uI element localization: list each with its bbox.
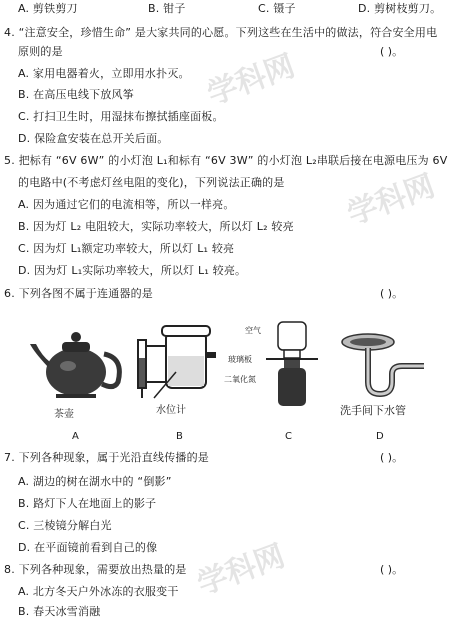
q7-stem: 7. 下列各种现象，属于光沿直线传播的是: [4, 451, 209, 464]
watermark: 学科网: [202, 48, 300, 113]
q3-option-a: A. 剪铁剪刀: [18, 2, 78, 15]
q4-option-a: A. 家用电器着火，立即用水扑灭。: [18, 67, 190, 80]
q5-option-d: D. 因为灯 L₁实际功率较大，所以灯 L₁ 较亮。: [18, 264, 247, 277]
watermark: 学科网: [192, 538, 290, 603]
drain-pipe-figure: [340, 332, 430, 402]
q4-option-b: B. 在高压电线下放风筝: [18, 88, 134, 101]
teapot-caption: 茶壶: [54, 409, 74, 420]
q3-option-b: B. 钳子: [148, 2, 186, 15]
teapot-figure: [28, 322, 128, 402]
q6-stem: 6. 下列各图不属于连通器的是: [4, 287, 153, 300]
q8-stem: 8. 下列各种现象，需要放出热量的是: [4, 563, 187, 576]
gas-jars-figure: [256, 318, 326, 414]
watermark: 学科网: [342, 168, 440, 233]
q8-option-a: A. 北方冬天户外冰冻的衣服变干: [18, 585, 179, 598]
water-gauge-caption: 水位计: [156, 405, 186, 416]
figure-label-d: D: [376, 431, 384, 442]
q8-answer-paren: ( )。: [380, 563, 404, 576]
q7-option-d: D. 在平面镜前看到自己的像: [18, 541, 158, 554]
drain-pipe-caption: 洗手间下水管: [340, 404, 406, 417]
gas-jars-gas-label: 二氧化氮: [224, 375, 256, 384]
q4-option-c: C. 打扫卫生时，用湿抹布擦拭插座面板。: [18, 110, 224, 123]
figure-label-c: C: [285, 431, 292, 442]
figure-label-b: B: [176, 431, 183, 442]
q5-stem-line2: 的电路中(不考虑灯丝电阻的变化)，下列说法正确的是: [18, 176, 285, 189]
q7-answer-paren: ( )。: [380, 451, 404, 464]
q3-option-d: D. 剪树枝剪刀。: [358, 2, 442, 15]
q4-answer-paren: ( )。: [380, 45, 404, 58]
figure-label-a: A: [72, 431, 79, 442]
q6-answer-paren: ( )。: [380, 287, 404, 300]
q7-option-b: B. 路灯下人在地面上的影子: [18, 497, 157, 510]
gas-jars-glass-label: 玻璃板: [228, 355, 252, 364]
q3-option-c: C. 镊子: [258, 2, 296, 15]
q4-stem-line1: 4. “注意安全，珍惜生命” 是大家共同的心愿。下列这些在生活中的做法，符合安全用电: [4, 26, 438, 39]
q7-option-a: A. 湖边的树在湖水中的 “倒影”: [18, 475, 172, 488]
q7-option-c: C. 三棱镜分解白光: [18, 519, 112, 532]
q4-option-d: D. 保险盒安装在总开关后面。: [18, 132, 169, 145]
q8-option-b: B. 春天冰雪消融: [18, 605, 101, 618]
q4-stem-line2: 原则的是: [18, 45, 63, 58]
water-gauge-figure: [128, 322, 220, 404]
gas-jars-air-label: 空气: [245, 326, 261, 335]
q5-option-a: A. 因为通过它们的电流相等，所以一样亮。: [18, 198, 235, 211]
q5-stem-line1: 5. 把标有 “6V 6W” 的小灯泡 L₁和标有 “6V 3W” 的小灯泡 L₂串联后接在电源电压为 6V: [4, 154, 448, 167]
q5-option-c: C. 因为灯 L₁额定功率较大，所以灯 L₁ 较亮: [18, 242, 235, 255]
q5-option-b: B. 因为灯 L₂ 电阻较大，实际功率较大，所以灯 L₂ 较亮: [18, 220, 294, 233]
